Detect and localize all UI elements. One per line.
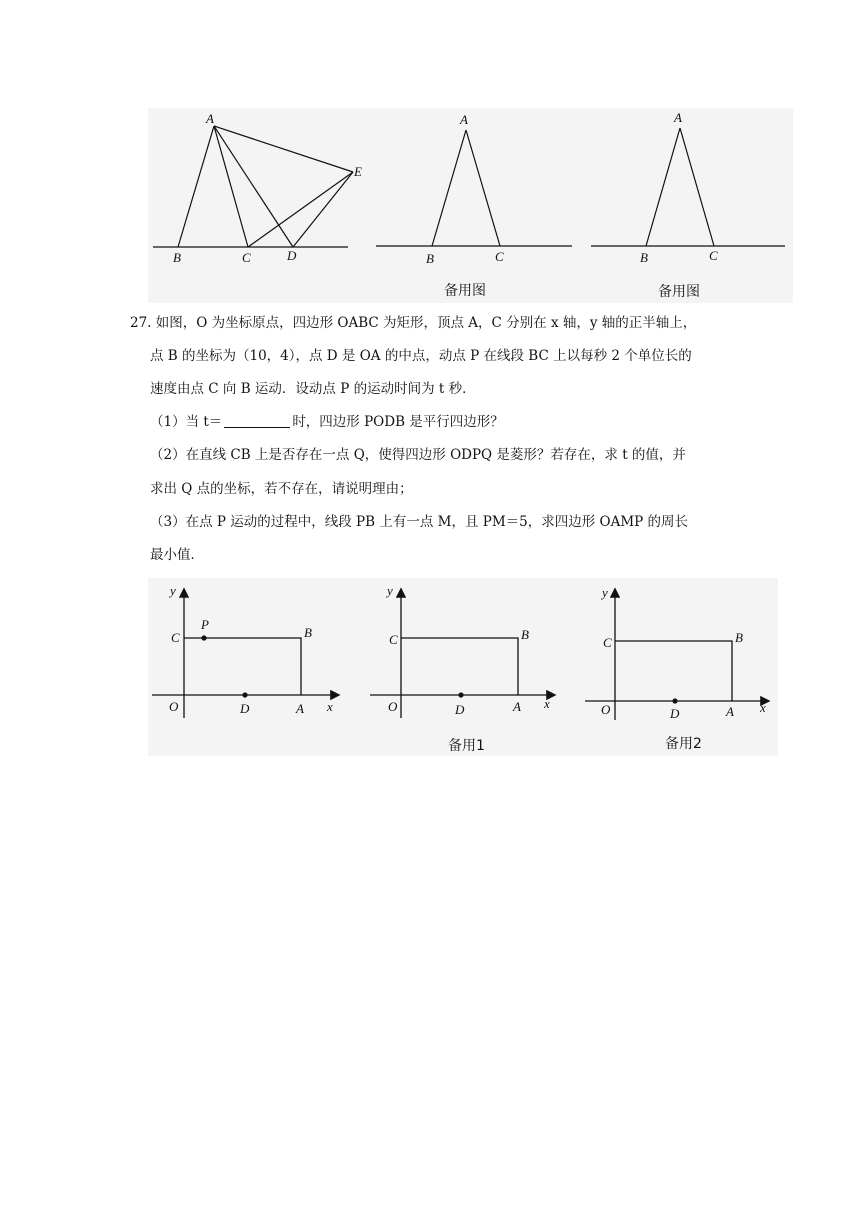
answer-blank[interactable] [224, 413, 290, 428]
label-C: C [603, 635, 612, 650]
question-2-text: 求出 Q 点的坐标，若不存在，请说明理由； [150, 481, 413, 497]
label-O: O [169, 699, 179, 714]
label-B: B [640, 250, 648, 265]
label-A: A [460, 112, 468, 127]
problem-line-3 [150, 379, 476, 399]
label-A: A [726, 704, 734, 719]
label-D: D [240, 701, 250, 716]
figure-caption: 备用2 [665, 736, 702, 752]
question-1-text: （1）当 t＝ [150, 414, 223, 430]
label-B: B [304, 625, 312, 640]
question-2-line-1 [150, 445, 686, 465]
question-3-text: 最小值． [150, 547, 204, 563]
point-D [672, 698, 677, 703]
label-A: A [513, 699, 521, 714]
problem-text: 27. 如图，O 为坐标原点，四边形 OABC 为矩形，顶点 A，C 分别在 x 轴，y 轴的正半轴上， [130, 315, 697, 331]
figure-caption: 备用1 [448, 738, 485, 754]
label-O: O [388, 699, 398, 714]
coordinate-figures [148, 578, 778, 756]
problem-line-1 [130, 313, 696, 333]
label-B: B [735, 630, 743, 645]
top-figures [148, 108, 793, 303]
label-A: A [206, 111, 214, 126]
point-D [242, 692, 247, 697]
problem-text: 速度由点 C 向 B 运动．设动点 P 的运动时间为 t 秒． [150, 381, 476, 397]
label-B: B [521, 627, 529, 642]
label-D: D [287, 248, 297, 263]
point-P [201, 635, 206, 640]
axis-label-x: x [327, 699, 333, 714]
question-3-text: （3）在点 P 运动的过程中，线段 PB 上有一点 M，且 PM＝5，求四边形 OAMP 的周长 [150, 514, 689, 530]
axis-label-x: x [544, 696, 550, 711]
point-D [458, 692, 463, 697]
label-P: P [201, 617, 209, 632]
question-1 [150, 412, 504, 432]
question-2-line-2 [150, 479, 413, 499]
label-D: D [455, 702, 465, 717]
label-C: C [495, 249, 504, 264]
question-3-line-2 [150, 545, 204, 565]
axis-label-x: x [760, 700, 766, 715]
problem-text: 点 B 的坐标为（10，4），点 D 是 OA 的中点，动点 P 在线段 BC 上以每秒 2 个单位长的 [150, 348, 692, 364]
label-D: D [670, 706, 680, 721]
label-C: C [389, 632, 398, 647]
axis-label-y: y [602, 585, 608, 600]
label-O: O [601, 702, 611, 717]
label-C: C [242, 250, 251, 265]
question-2-text: （2）在直线 CB 上是否存在一点 Q，使得四边形 ODPQ 是菱形？若存在，求 t 的值，并 [150, 447, 686, 463]
label-A: A [296, 701, 304, 716]
figure-caption: 备用图 [444, 283, 486, 299]
question-1-text-end: 时，四边形 PODB 是平行四边形？ [292, 414, 504, 430]
axis-label-y: y [387, 583, 393, 598]
figure-caption: 备用图 [658, 284, 700, 300]
axis-label-y: y [170, 583, 176, 598]
question-3-line-1 [150, 512, 688, 532]
label-B: B [173, 250, 181, 265]
label-E: E [354, 164, 362, 179]
label-C: C [709, 248, 718, 263]
problem-line-2 [150, 346, 692, 366]
label-A: A [674, 110, 682, 125]
label-C: C [171, 630, 180, 645]
label-B: B [426, 251, 434, 266]
